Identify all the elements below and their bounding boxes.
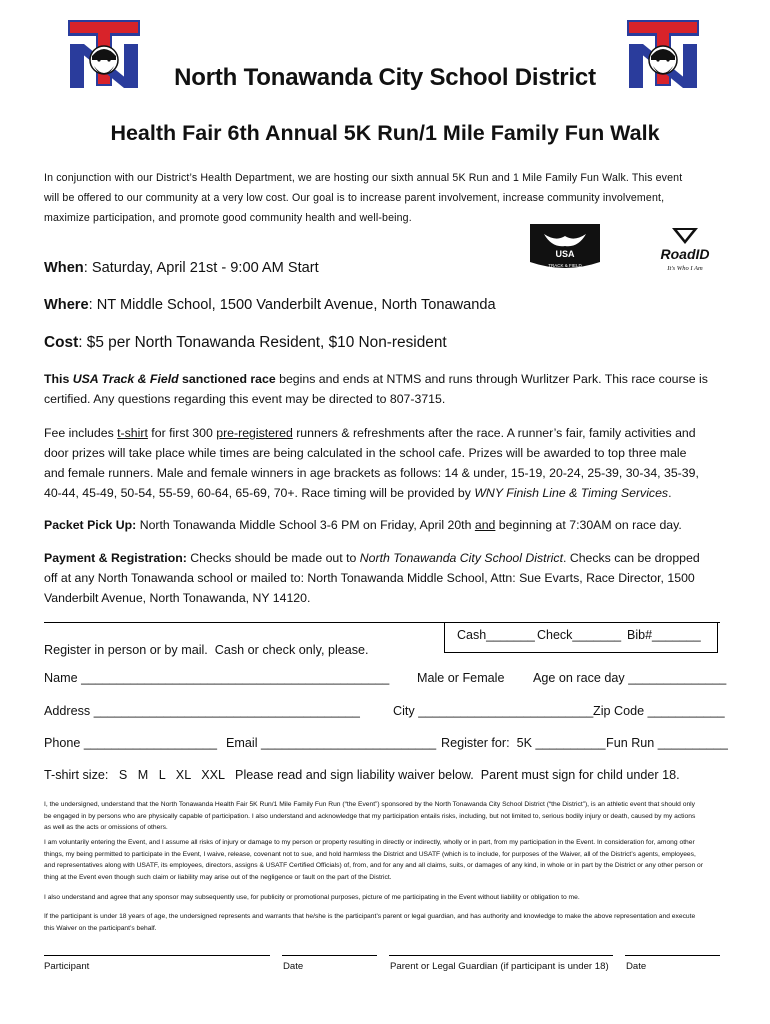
- roadid-logo: [646, 224, 724, 274]
- usatf-logo: [526, 222, 604, 272]
- packet-label: Packet Pick Up:: [44, 518, 137, 532]
- payment-line: off at any North Tonawanda school or mailed to: North Tonawanda Middle School, Attn: Sue Evarts, Race Director, 1500: [44, 571, 695, 585]
- address-field[interactable]: Address ______________________________________: [44, 704, 360, 718]
- bib-field: Bib#_______: [627, 628, 701, 642]
- usatf-sanctioned: sanctioned race: [178, 372, 276, 386]
- fee-text: 40-44, 45-49, 50-54, 55-59, 60-64, 65-69, 70+. Race timing will be provided by: [44, 486, 475, 500]
- fun-run-field[interactable]: Fun Run __________: [606, 736, 728, 750]
- waiver-line: If the participant is under 18 years of age, the undersigned represents and warrants that he/she is the participant’s parent or legal guardian, and has authority and knowledge to make the above representation and execute: [44, 913, 696, 920]
- date-label: Date: [626, 961, 647, 972]
- usatf-line: certified. Any questions regarding this event may be directed to 807-3715.: [44, 392, 446, 406]
- usatf-logo-text: USA: [555, 249, 575, 259]
- age-field[interactable]: Age on race day ______________: [533, 671, 727, 685]
- payment-text: . Checks can be dropped: [562, 551, 700, 565]
- where-line: [44, 297, 496, 313]
- usatf-text: begins and ends at NTMS and runs through Wurlitzer Park. This race course is: [275, 372, 708, 386]
- payment-text: Checks should be made out to: [186, 551, 360, 565]
- when-line: [44, 260, 319, 276]
- participant-date-line[interactable]: [282, 955, 377, 956]
- district-name: North Tonawanda City School District: [174, 64, 596, 91]
- waiver-line: things, my being permitted to participate in the Event, I waive, release, covenant not to sue, and hold harmless the District and USATF (which is to include, for purposes of the Waiver, all of the District’s agents, employees,: [44, 850, 696, 858]
- gender-field[interactable]: Male or Female: [417, 671, 505, 685]
- date-label: Date: [283, 961, 304, 972]
- event-title: Health Fair 6th Annual 5K Run/1 Mile Family Fun Walk: [110, 121, 660, 145]
- participant-label: Participant: [44, 961, 90, 972]
- register-note: Register in person or by mail. Cash or check only, please.: [44, 643, 369, 657]
- waiver-paragraph-1: [44, 799, 730, 834]
- office-use-box: [444, 622, 718, 653]
- fee-line: and female runners. Male and female winners in age brackets as follows: 14 & under, 15-19, 20-24, 25-39, 30-34, 35-39,: [44, 466, 699, 480]
- guardian-date-line[interactable]: [625, 955, 720, 956]
- city-field[interactable]: City _________________________: [393, 704, 594, 718]
- intro-line: will be offered to our community at a very low cost. Our goal is to increase parent involvement, increase community involvement,: [44, 192, 665, 204]
- waiver-paragraph-4: [44, 911, 730, 934]
- check-field: Check_______: [537, 628, 622, 642]
- waiver-line: I, the undersigned, understand that the North Tonawanda Health Fair 5K Run/1 Mile Family Fun Run (“the Event”) sponsored by the North Tonawanda City School District (“the District”), is an athletic event that should only: [44, 801, 695, 808]
- waiver-line: thing at the Event even though such claim or liability may arise out of the negligence or fault on the part of the District.: [44, 873, 392, 881]
- packet-text: North Tonawanda Middle School 3-6 PM on Friday, April 20th: [136, 518, 475, 532]
- payment-paragraph: [44, 548, 734, 608]
- participant-signature-line[interactable]: [44, 955, 270, 956]
- guardian-label: Parent or Legal Guardian (if participant is under 18): [390, 961, 609, 972]
- waiver-paragraph-2: [44, 837, 730, 883]
- intro-line: In conjunction with our District’s Health Department, we are hosting our sixth annual 5K Run and 1 Mile Family Fun Walk. This event: [44, 172, 683, 184]
- roadid-tagline: It's Who I Am: [667, 265, 703, 272]
- payment-line: Vanderbilt Avenue, North Tonawanda, NY 14120.: [44, 591, 311, 605]
- fee-text: runners & refreshments after the race. A runner’s fair, family activities and: [292, 426, 696, 440]
- intro-paragraph: [44, 168, 728, 228]
- waiver-line: this Waiver on the participant’s behalf.: [44, 924, 157, 932]
- fee-text: Fee includes: [44, 426, 118, 440]
- payment-payee: North Tonawanda City School District: [359, 551, 563, 565]
- fee-preregistered: pre-registered: [216, 426, 293, 440]
- where-label: Where: [44, 297, 89, 313]
- waiver-line: and representatives along with USATF, its employees, directors, assigns & USATF Certified Officials) of, from, and for any and all claims, suits, or damages of any kind, in whole or in part by the District or any other person or: [44, 862, 703, 869]
- phone-field[interactable]: Phone ___________________: [44, 736, 217, 750]
- waiver-line: be engaged in by persons who are physically capable of participation. I also understand and acknowledge that my participation entails risks, including, but not limited to, serious bodily injury or death, caused by my actions: [44, 812, 696, 820]
- waiver-paragraph-3: I also understand and agree that any sponsor may subsequently use, for publicity or promotional purposes, picture of me participating in the Event without liability or obligation to me.: [44, 894, 580, 901]
- when-label: When: [44, 260, 84, 276]
- roadid-logo-text: RoadID: [660, 246, 710, 262]
- intro-line: maximize participation, and promote good community health and well-being.: [44, 212, 412, 224]
- cost-label: Cost: [44, 334, 79, 351]
- register-for-5k-field[interactable]: Register for: 5K __________: [441, 736, 606, 750]
- cost-value: : $5 per North Tonawanda Resident, $10 Non-resident: [78, 334, 447, 351]
- fee-paragraph: [44, 423, 734, 503]
- usatf-paragraph: [44, 369, 734, 409]
- email-field[interactable]: Email _________________________: [226, 736, 437, 750]
- fee-line: door prizes will take place while times are being calculated in the school cafe. Prizes will be awarded to top three male: [44, 446, 687, 460]
- packet-pickup: [44, 515, 734, 535]
- fee-text: for first 300: [147, 426, 217, 440]
- name-field[interactable]: Name ____________________________________________: [44, 671, 390, 685]
- packet-and: and: [474, 518, 496, 532]
- waiver-line: as well as the acts or omissions of others.: [44, 824, 168, 831]
- fee-tshirt: t-shirt: [117, 426, 148, 440]
- packet-text: beginning at 7:30AM on race day.: [495, 518, 682, 532]
- usatf-name: USA Track & Field: [72, 372, 179, 386]
- guardian-signature-line[interactable]: [389, 955, 613, 956]
- waiver-line: I am voluntarily entering the Event, and I assume all risks of injury or damage to my person or property resulting in directly or indirectly, wholly or in part, from my participation in the Event. In consideration for, among other: [44, 839, 695, 846]
- usatf-logo-sub: TRACK & FIELD: [548, 263, 582, 268]
- tshirt-size-line: T-shirt size: S M L XL XXL Please read and sign liability waiver below. Parent must sign for child under 18.: [44, 768, 680, 782]
- when-value: : Saturday, April 21st - 9:00 AM Start: [83, 260, 319, 276]
- zip-field[interactable]: Zip Code ___________: [593, 704, 725, 718]
- timing-company: WNY Finish Line & Timing Services: [474, 486, 669, 500]
- fee-text: .: [668, 486, 672, 500]
- payment-label: Payment & Registration:: [44, 551, 187, 565]
- usatf-this: This: [44, 372, 73, 386]
- where-value: : NT Middle School, 1500 Vanderbilt Avenue, North Tonawanda: [88, 297, 496, 313]
- cost-line: [44, 334, 447, 352]
- cash-field: Cash_______: [457, 628, 535, 642]
